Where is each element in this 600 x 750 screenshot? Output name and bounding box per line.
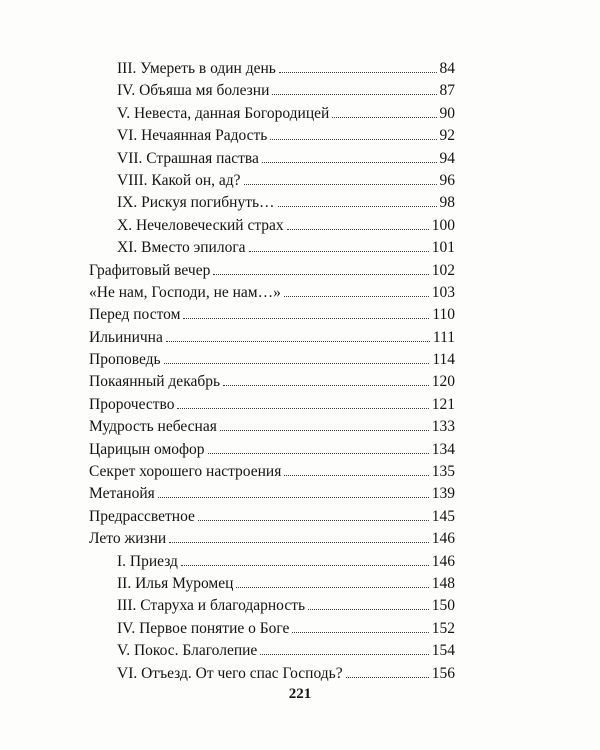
toc-entry-title: I. Приезд [117, 552, 178, 570]
toc-entry-page: 101 [431, 239, 455, 257]
toc-entry-page: 120 [431, 373, 455, 391]
toc-entry-title: Метанойя [89, 485, 155, 503]
toc-entry [89, 483, 455, 505]
toc-entry-page: 133 [431, 418, 455, 436]
dot-leader [260, 654, 428, 655]
toc-entry-title: Ильинична [89, 328, 163, 346]
toc-entry-title: Проповедь [89, 351, 161, 369]
dot-leader [198, 520, 429, 521]
toc-entry-page: 84 [439, 60, 455, 77]
toc-subentry [89, 80, 455, 102]
toc-entry-page: 90 [439, 104, 455, 122]
toc-entry [89, 506, 455, 528]
toc-entry [89, 439, 455, 461]
toc-entry-title: VI. Отъезд. От чего спас Господь? [117, 664, 343, 682]
toc-entry-title: III. Старуха и благодарность [117, 597, 306, 615]
toc-entry-title: X. Нечеловеческий страх [117, 216, 284, 234]
toc-entry-page: 110 [432, 306, 455, 324]
toc-entry-title: IV. Первое понятие о Боге [117, 619, 290, 637]
toc-entry [89, 304, 455, 326]
toc-subentry [89, 551, 455, 573]
toc-entry-page: 103 [431, 283, 455, 301]
toc-entry-page: 135 [431, 463, 455, 481]
dot-leader [177, 408, 428, 409]
page-number: 221 [288, 686, 312, 702]
toc-entry-page: 156 [431, 664, 455, 682]
dot-leader [308, 609, 429, 610]
toc-entry-title: Перед постом [89, 306, 181, 324]
dot-leader [244, 184, 437, 185]
toc-entry-title: IX. Рискуя погибнуть… [117, 194, 275, 212]
dot-leader [164, 363, 430, 364]
toc-entry-title: Мудрость небесная [89, 418, 217, 436]
toc-entry-title: Графитовый вечер [89, 261, 211, 279]
toc-entry-page: 139 [431, 485, 455, 503]
toc-entry-title: V. Невеста, данная Богородицей [117, 104, 330, 122]
dot-leader [284, 296, 429, 297]
toc-entry-title: Лето жизни [89, 530, 167, 548]
toc-entry-page: 87 [439, 82, 455, 100]
toc-entry-title: III. Умереть в один день [117, 60, 276, 77]
toc-subentry [89, 125, 455, 147]
toc-entry-title: VIII. Какой он, ад? [117, 171, 241, 189]
toc-subentry [89, 103, 455, 125]
toc-entry-page: 154 [431, 642, 455, 660]
dot-leader [292, 632, 428, 633]
dot-leader [262, 162, 437, 163]
dot-leader [346, 677, 429, 678]
dot-leader [183, 318, 429, 319]
toc-subentry [89, 595, 455, 617]
toc-entry [89, 349, 455, 371]
dot-leader [181, 565, 429, 566]
dot-leader [332, 117, 436, 118]
toc-entry-page: 148 [431, 574, 455, 592]
dot-leader [284, 475, 428, 476]
toc-entry-page: 102 [431, 261, 455, 279]
toc-subentry [89, 170, 455, 192]
dot-leader [158, 497, 429, 498]
toc-subentry [89, 640, 455, 662]
toc-entry-page: 111 [432, 328, 455, 346]
dot-leader [270, 139, 436, 140]
toc-entry [89, 394, 455, 416]
toc-subentry [89, 663, 455, 685]
toc-entry-page: 134 [431, 440, 455, 458]
toc-entry [89, 528, 455, 550]
toc-entry-title: Предрассветное [89, 507, 195, 525]
toc-entry-page: 96 [439, 171, 455, 189]
toc-entry-title: II. Илья Муромец [117, 574, 234, 592]
toc-entry-title: Царицын омофор [89, 440, 205, 458]
dot-leader [166, 341, 430, 342]
dot-leader [287, 229, 429, 230]
dot-leader [223, 385, 429, 386]
toc-subentry [89, 618, 455, 640]
toc-entry-page: 98 [439, 194, 455, 212]
toc-entry-title: «Не нам, Господи, не нам…» [89, 283, 281, 301]
toc-entry [89, 416, 455, 438]
toc-entry-title: XI. Вместо эпилога [117, 239, 246, 257]
toc-entry-page: 145 [431, 507, 455, 525]
toc-entry-page: 146 [431, 552, 455, 570]
toc-entry [89, 327, 455, 349]
toc-subentry [89, 237, 455, 259]
toc-entry-title: V. Покос. Благолепие [117, 642, 258, 660]
dot-leader [278, 206, 437, 207]
toc-entry-page: 146 [431, 530, 455, 548]
toc-entry [89, 260, 455, 282]
toc-entry-page: 121 [431, 395, 455, 413]
dot-leader [236, 587, 428, 588]
toc-entry [89, 371, 455, 393]
toc-entry-title: Секрет хорошего настроения [89, 463, 282, 481]
dot-leader [213, 274, 428, 275]
toc-entry-page: 152 [431, 619, 455, 637]
dot-leader [220, 430, 429, 431]
toc-entry-title: VI. Нечаянная Радость [117, 127, 268, 145]
dot-leader [279, 72, 437, 73]
toc-subentry [89, 573, 455, 595]
dot-leader [249, 251, 429, 252]
table-of-contents [89, 58, 455, 685]
toc-entry-page: 100 [431, 216, 455, 234]
toc-entry-page: 114 [432, 351, 455, 369]
toc-entry [89, 282, 455, 304]
dot-leader [208, 453, 429, 454]
toc-subentry [89, 192, 455, 214]
toc-entry-page: 94 [439, 149, 455, 167]
toc-entry-title: Покаянный декабрь [89, 373, 221, 391]
toc-subentry [89, 58, 455, 80]
toc-entry-title: IV. Объяша мя болезни [117, 82, 270, 100]
toc-subentry [89, 215, 455, 237]
dot-leader [272, 94, 436, 95]
toc-entry-page: 150 [431, 597, 455, 615]
toc-entry [89, 461, 455, 483]
toc-subentry [89, 148, 455, 170]
toc-entry-page: 92 [439, 127, 455, 145]
toc-entry-title: Пророчество [89, 395, 175, 413]
toc-entry-title: VII. Страшная паства [117, 149, 259, 167]
dot-leader [169, 542, 429, 543]
